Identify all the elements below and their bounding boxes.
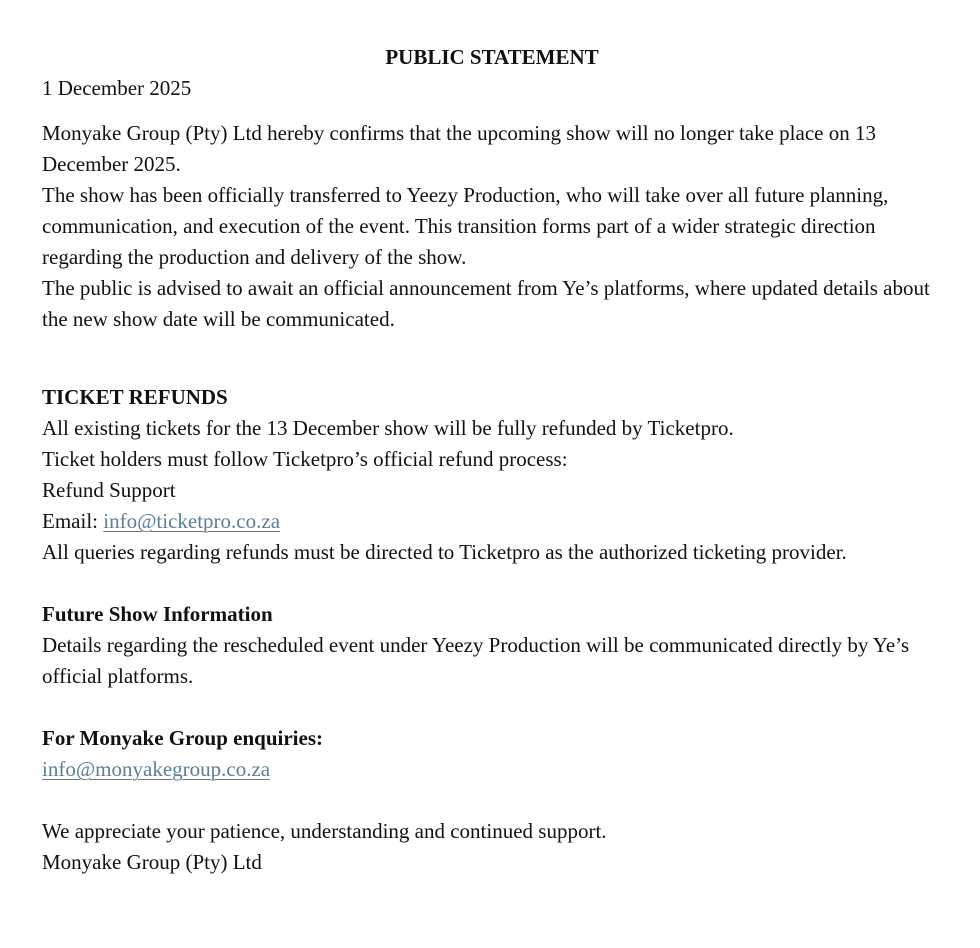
future-show-text: Details regarding the rescheduled event under Yeezy Production will be communicated directly by Ye’s official platforms. <box>42 633 910 688</box>
ticket-refunds-section <box>42 382 942 568</box>
intro-paragraph-2: The show has been officially transferred to Yeezy Production, who will take over all future planning, communication, and execution of the event. This transition forms part of a wider strategic direction regarding the production and delivery of the show. <box>42 183 889 269</box>
closing-line: We appreciate your patience, understanding and continued support. <box>42 819 607 843</box>
refunds-line-3: All queries regarding refunds must be directed to Ticketpro as the authorized ticketing provider. <box>42 540 847 564</box>
page-title: PUBLIC STATEMENT <box>385 45 599 69</box>
refunds-line-1: All existing tickets for the 13 December show will be fully refunded by Ticketpro. <box>42 416 734 440</box>
closing-section <box>42 816 942 878</box>
statement-date: 1 December 2025 <box>42 76 192 100</box>
enquiries-section <box>42 723 942 785</box>
ticketpro-email-link[interactable]: info@ticketpro.co.za <box>103 509 281 533</box>
refund-email-line <box>42 506 942 537</box>
refunds-line-2: Ticket holders must follow Ticketpro’s official refund process: <box>42 447 568 471</box>
refund-email-label: Email: <box>42 509 104 533</box>
future-show-heading: Future Show Information <box>42 602 273 626</box>
statement-document <box>42 42 942 878</box>
intro-paragraph-1: Monyake Group (Pty) Ltd hereby confirms that the upcoming show will no longer take place on 13 December 2025. <box>42 121 876 176</box>
signature: Monyake Group (Pty) Ltd <box>42 850 262 874</box>
ticket-refunds-heading: TICKET REFUNDS <box>42 385 228 409</box>
future-show-section <box>42 599 942 692</box>
intro-paragraph-3: The public is advised to await an official announcement from Ye’s platforms, where updated details about the new show date will be communicated. <box>42 276 930 331</box>
refund-support-label: Refund Support <box>42 478 176 502</box>
monyake-email-link[interactable]: info@monyakegroup.co.za <box>42 757 271 781</box>
enquiries-heading: For Monyake Group enquiries: <box>42 726 323 750</box>
